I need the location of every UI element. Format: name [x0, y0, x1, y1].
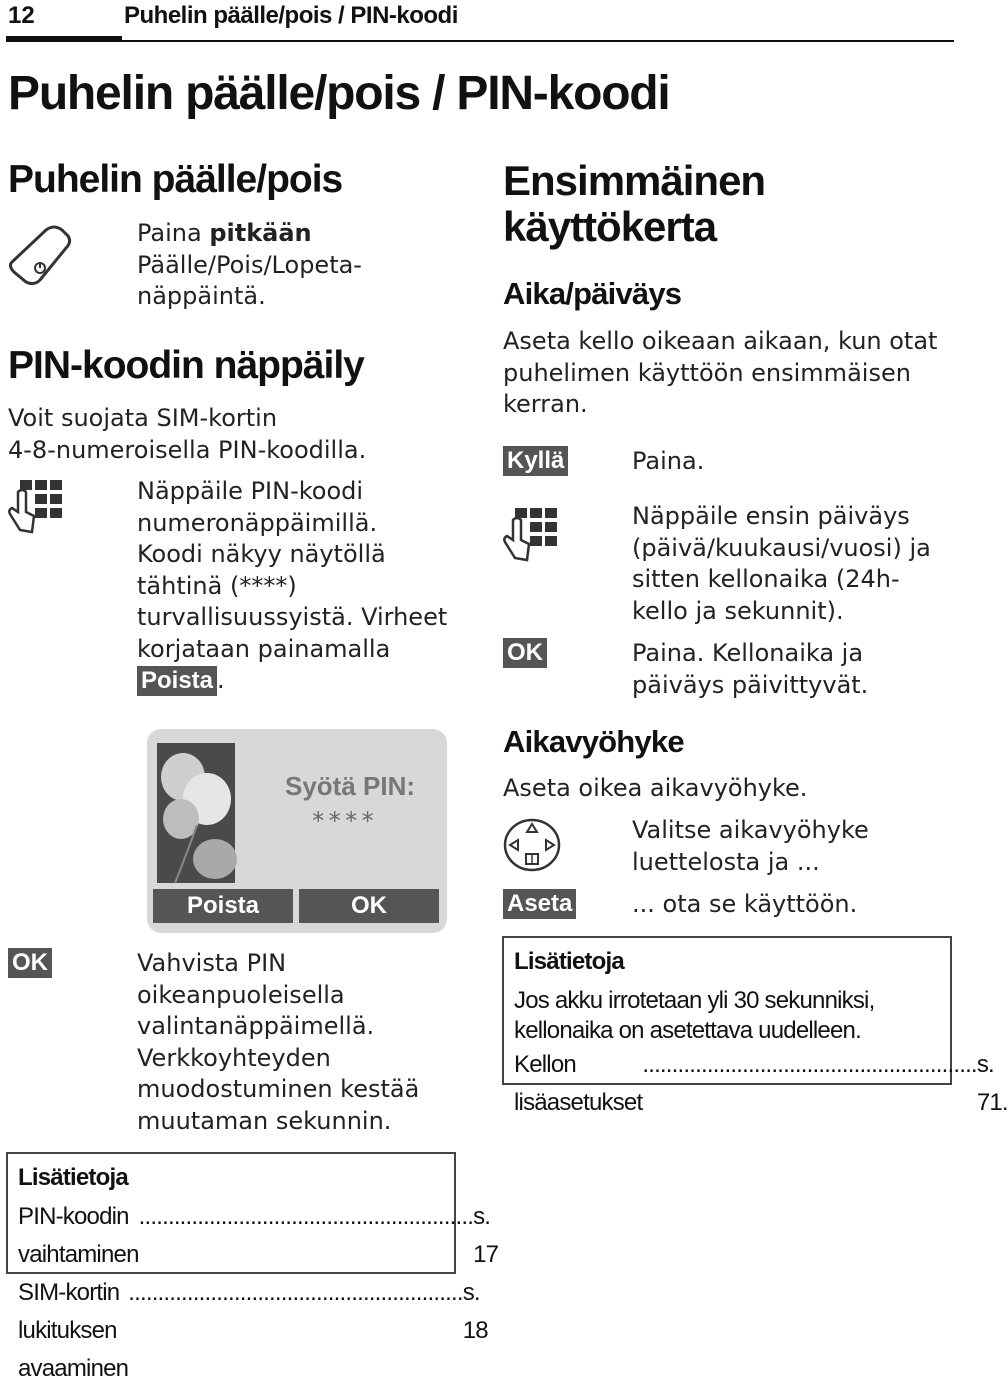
confirm-text: Vahvista PIN oikeanpuoleisella valintanäppäimellä. Verkkoyhteyden muodostuminen kestää muutaman sekunnin. [137, 949, 420, 1135]
emphasis-long-press: pitkään [209, 219, 312, 247]
date-entry-text: Näppäile ensin päiväys (päivä/kuukausi/vuosi) ja sitten kellonaika (24h- kello ja sekunnit). [632, 502, 931, 625]
yes-key-label: Kyllä [503, 446, 568, 476]
header-rule-thick [6, 36, 122, 42]
power-instruction: Paina pitkään Päälle/Pois/Lopeta- näppäintä. [137, 219, 362, 310]
timezone-apply-text: ... ota se käyttöön. [632, 890, 858, 918]
time-date-heading: Aika/päiväys [503, 276, 682, 311]
right-softkey[interactable]: OK [299, 889, 439, 923]
timezone-heading: Aikavyöhyke [503, 724, 684, 759]
ok-key-label: OK [503, 638, 547, 668]
timezone-intro: Aseta oikea aikavyöhyke. [503, 774, 808, 802]
running-header: Puhelin päälle/pois / PIN-koodi [124, 2, 458, 29]
power-heading: Puhelin päälle/pois [8, 158, 343, 201]
info-title: Lisätietoja [514, 948, 624, 975]
pin-step: Näppäile PIN-koodi numeronäppäimillä. Koodi näkyy näytöllä tähtinä (****) turvallisuussyistä. Virheet korjataan painamalla Poista . [137, 477, 448, 694]
yes-step-text: Paina. [632, 447, 705, 475]
pin-prompt: Syötä PIN: [285, 771, 416, 801]
navigation-key-icon [503, 818, 561, 872]
balloons-wallpaper-image [157, 743, 235, 883]
first-use-heading: Ensimmäinen käyttökerta [503, 157, 766, 250]
info-box-clock: Lisätietoja Jos akku irrotetaan yli 30 sekunniksi, kellonaika on asetettava uudelleen. Kellon lisäasetukset ......................................................... s. 71. [502, 936, 952, 1085]
info-box-pin [6, 1152, 499, 1382]
time-date-intro: Aseta kello oikeaan aikaan, kun otat puhelimen käyttöön ensimmäisen kerran. [503, 327, 938, 418]
left-softkey[interactable]: Poista [153, 889, 293, 923]
phone-display [147, 729, 447, 933]
power-end-key-icon [6, 224, 74, 288]
pin-intro: Voit suojata SIM-kortin 4-8-numeroisella PIN-koodilla. [8, 404, 367, 464]
keypad-hand-icon [8, 478, 62, 540]
page-number: 12 [8, 2, 35, 29]
info-title: Lisätietoja [18, 1164, 128, 1191]
timezone-select-text: Valitse aikavyöhyke luettelosta ja ... [632, 816, 869, 876]
pin-heading: PIN-koodin näppäily [8, 344, 364, 387]
pin-masked-value: **** [311, 807, 377, 835]
keypad-hand-icon [503, 506, 557, 568]
info-link-change-pin[interactable]: PIN-koodin vaihtaminen ......................................................... s. 17 [18, 1203, 499, 1268]
header-rule-thin [122, 40, 954, 42]
set-key-label: Aseta [503, 889, 576, 919]
page-title: Puhelin päälle/pois / PIN-koodi [8, 67, 670, 120]
delete-softkey-label: Poista [137, 666, 217, 696]
ok-key-label: OK [8, 948, 52, 978]
info-link-unlock-sim[interactable]: SIM-kortin lukituksen avaaminen ......................................................... s. 18 [18, 1279, 488, 1382]
info-link-clock-settings[interactable]: Kellon lisäasetukset ......................................................... s. 71. [514, 1051, 1008, 1116]
ok-step-text: Paina. Kellonaika ja päiväys päivittyvät. [632, 639, 869, 699]
